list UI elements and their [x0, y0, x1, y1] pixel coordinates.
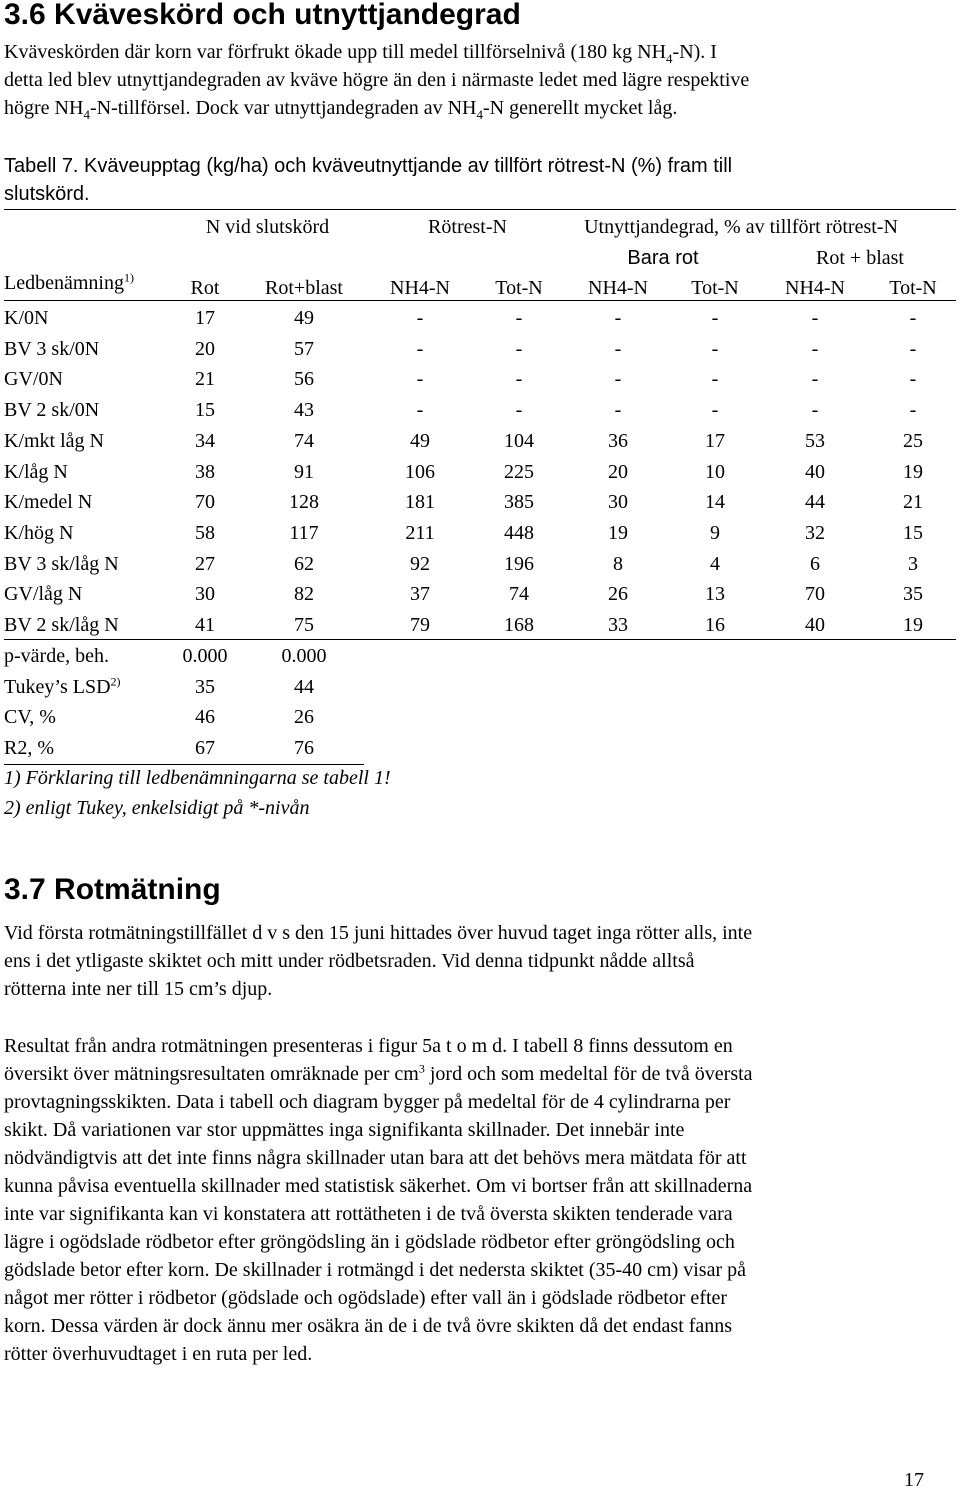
stats-cell: 35	[195, 675, 215, 698]
table-cell: 10	[705, 460, 725, 483]
stats-cell: 44	[294, 675, 314, 698]
row-label: K/låg N	[4, 460, 68, 483]
table-cell: -	[515, 307, 523, 329]
table-cell: 17	[195, 307, 215, 329]
row-label: BV 2 sk/låg N	[4, 614, 119, 636]
stats-label: p-värde, beh.	[4, 645, 109, 667]
table-cell: 15	[903, 521, 923, 544]
table-cell: -	[909, 399, 917, 422]
table-cell: 44	[805, 491, 825, 514]
footnote-1: 1) Förklaring till ledbenämningarna se tabell 1!	[4, 767, 391, 789]
table-cell: 27	[195, 552, 215, 575]
table-cell: -	[614, 307, 622, 329]
table-cell: 26	[608, 583, 628, 606]
table-cell: 49	[410, 429, 430, 452]
table-cell: 104	[504, 429, 534, 452]
table-cell: 21	[195, 368, 215, 391]
row-label: BV 2 sk/0N	[4, 399, 100, 422]
stats-label: R2, %	[4, 737, 54, 760]
table-cell: -	[909, 307, 917, 329]
table-cell: 92	[410, 552, 430, 575]
table-cell: 385	[504, 491, 534, 514]
table-cell: -	[515, 368, 523, 391]
intro-line-2: detta led blev utnyttjandegraden av kväve högre än den i närmaste ledet med lägre respektive	[4, 69, 750, 91]
table-cell: 225	[504, 460, 534, 483]
row-header-ledbenamning: Ledbenämning$^{1)}$	[4, 270, 134, 294]
group-header-bara-rot: Bara rot	[627, 247, 699, 269]
column-header: Rot+blast	[265, 277, 343, 299]
column-header: Tot-N	[495, 277, 543, 299]
table-cell: 40	[805, 614, 825, 636]
section-heading-3-6: 3.6 Kväveskörd och utnyttjandegrad	[4, 0, 521, 31]
table-cell: -	[909, 337, 917, 360]
table-cell: 82	[294, 583, 314, 606]
table-cell: 79	[410, 614, 430, 636]
table-cell: -	[416, 307, 424, 329]
table-cell: -	[811, 399, 819, 422]
table-cell: 20	[195, 337, 215, 360]
column-header: Tot-N	[889, 277, 937, 299]
row-label: BV 3 sk/låg N	[4, 552, 119, 575]
table-cell: 40	[805, 460, 825, 483]
section37-paragraph-2: Resultat från andra rotmätningen presenteras i figur 5a t o m d. I tabell 8 finns dessutom en översikt över mätningsresultaten omräknade per $cm^3$ jord och som medeltal för de två översta provtagningsskikten. Data i tabell och diagram bygger på medeltal för de 4 cylindrarna per skikt. Då variationen var stor uppmättes inga signifikanta skillnader. Det innebär inte nödvändigtvis att det inte finns några skillnader utan bara att det behövs mera mätdata för att kunna påvisa eventuella skillnader med statistisk säkerhet. Om vi bortser från att skillnaderna inte var signifikanta kan vi konstatera att rottätheten i de två översta skikten tenderade vara lägre i ogödslade rödbetor efter gröngödsling än i gödslade rödbetor efter gröngödsling och gödslade betor efter korn. De skillnader i rotmängd i det nedersta skiktet (35-40 cm) visar på något mer rötter i rödbetor (gödslade och ogödslade) efter vall än i gödslade rödbetor efter korn. Dessa värden är dock ännu mer osäkra än de i de två övre skikten då det endast fanns rötter överhuvudtaget i en ruta per led.	[4, 1035, 753, 1365]
row-label: K/medel N	[4, 491, 93, 514]
table-cell: -	[614, 368, 622, 391]
intro-line-3: högre $NH_4-N$-tillförsel. Dock var utnyttjandegraden av $NH_4-N$ generellt mycket låg.	[4, 97, 678, 122]
section37-paragraph-1: Vid första rotmätningstillfället d v s den 15 juni hittades över huvud taget inga rötter alls, inte ens i det ytligaste skiktet och mitt under rödbetsraden. Vid denna tidpunkt nådde alltså rötterna inte ner till 15 cm’s djup.	[4, 922, 753, 1000]
stats-cell: 0.000	[182, 645, 228, 667]
table-cell: -	[515, 337, 523, 360]
stats-label: CV, %	[4, 706, 56, 729]
table-cell: 20	[608, 460, 628, 483]
table-cell: 25	[903, 429, 923, 452]
table-cell: 74	[294, 429, 314, 452]
table-cell: 43	[294, 399, 314, 422]
page-number: 17	[904, 1469, 924, 1491]
table-cell: 21	[903, 491, 923, 514]
table-cell: 8	[613, 552, 623, 575]
table-stats-rule	[4, 764, 364, 765]
stats-cell: 67	[195, 737, 215, 760]
column-header: Tot-N	[691, 277, 739, 299]
table-cell: 53	[805, 429, 825, 452]
table-cell: 74	[509, 583, 529, 606]
table-cell: 30	[608, 491, 628, 514]
column-header: NH4-N	[390, 277, 450, 299]
table-cell: 19	[608, 521, 628, 544]
table-cell: 58	[195, 521, 215, 544]
table-cell: 17	[705, 429, 725, 452]
row-label: GV/0N	[4, 368, 63, 391]
table-cell: 36	[608, 429, 628, 452]
table-header-rule	[4, 300, 956, 301]
table-cell: 19	[903, 460, 923, 483]
section-heading-3-7: 3.7 Rotmätning	[4, 873, 221, 906]
table-top-rule	[4, 209, 956, 210]
intro-line-1: Kväveskörden där korn var förfrukt ökade upp till medel tillförselnivå (180 kg $NH_4-N$). I	[4, 41, 717, 66]
table-cell: 70	[195, 491, 215, 514]
table-cell: -	[811, 337, 819, 360]
table-cell: 117	[289, 521, 319, 544]
table-cell: 70	[805, 583, 825, 606]
table-cell: -	[909, 368, 917, 391]
table-cell: 15	[195, 399, 215, 422]
table-cell: 196	[504, 552, 534, 575]
table-cell: 4	[710, 552, 720, 575]
row-label: GV/låg N	[4, 583, 83, 606]
stats-cell: 0.000	[281, 645, 327, 667]
row-label: K/hög N	[4, 521, 74, 544]
table-cell: 32	[805, 521, 825, 544]
table-cell: 211	[405, 521, 435, 544]
table-cell: -	[711, 307, 719, 329]
table-caption: Tabell 7. Kväveupptag (kg/ha) och kväveutnyttjande av tillfört rötrest-N (%) fram till slutskörd.	[4, 155, 733, 205]
table-cell: 38	[195, 460, 215, 483]
table-cell: 181	[405, 491, 435, 514]
table-cell: 91	[294, 460, 314, 483]
table-cell: 41	[195, 614, 215, 636]
table-cell: -	[711, 337, 719, 360]
table-cell: 75	[294, 614, 314, 636]
stats-cell: 46	[195, 706, 215, 729]
row-label: K/mkt låg N	[4, 429, 104, 452]
table-cell: 106	[405, 460, 435, 483]
row-label: BV 3 sk/0N	[4, 337, 100, 360]
table-cell: 448	[504, 521, 534, 544]
table-cell: 62	[294, 552, 314, 575]
table-cell: 19	[903, 614, 923, 636]
table-cell: -	[711, 368, 719, 391]
table-cell: 128	[289, 491, 319, 514]
table-cell: -	[811, 368, 819, 391]
table-cell: -	[515, 399, 523, 422]
table-cell: 9	[710, 521, 720, 544]
group-header-n-slutskord: N vid slutskörd	[205, 216, 330, 238]
table-cell: -	[614, 399, 622, 422]
table-cell: -	[711, 399, 719, 422]
table-cell: 49	[294, 307, 314, 329]
table-cell: 37	[410, 583, 430, 606]
group-header-utnyttjandegrad: Utnyttjandegrad, % av tillfört rötrest-N	[584, 216, 898, 238]
stats-cell: 26	[294, 706, 314, 729]
stats-cell: 76	[294, 737, 314, 760]
table-cell: -	[416, 368, 424, 391]
column-header: Rot	[190, 277, 220, 299]
table-cell: -	[416, 399, 424, 422]
table-body-rule	[4, 639, 956, 640]
table-cell: 34	[195, 429, 215, 452]
group-header-rotrest: Rötrest-N	[428, 216, 507, 238]
row-label: K/0N	[4, 307, 49, 329]
table-cell: 30	[195, 583, 215, 606]
stats-label: Tukey’s LSD$^{2)}$	[4, 674, 121, 698]
table-cell: 6	[810, 552, 820, 575]
table-cell: 33	[608, 614, 628, 636]
table-cell: -	[811, 307, 819, 329]
table-cell: 13	[705, 583, 725, 606]
column-header: NH4-N	[588, 277, 648, 299]
table-cell: 16	[705, 614, 725, 636]
table-cell: 168	[504, 614, 534, 636]
table-cell: 35	[903, 583, 923, 606]
table-cell: 3	[908, 552, 918, 575]
footnote-2: 2) enligt Tukey, enkelsidigt på *-nivån	[4, 797, 310, 819]
table-cell: -	[416, 337, 424, 360]
table-cell: 14	[705, 491, 725, 514]
table-cell: 57	[294, 337, 314, 360]
group-header-rot-blast: Rot + blast	[816, 247, 904, 269]
table-cell: -	[614, 337, 622, 360]
table-cell: 56	[294, 368, 314, 391]
column-header: NH4-N	[785, 277, 845, 299]
